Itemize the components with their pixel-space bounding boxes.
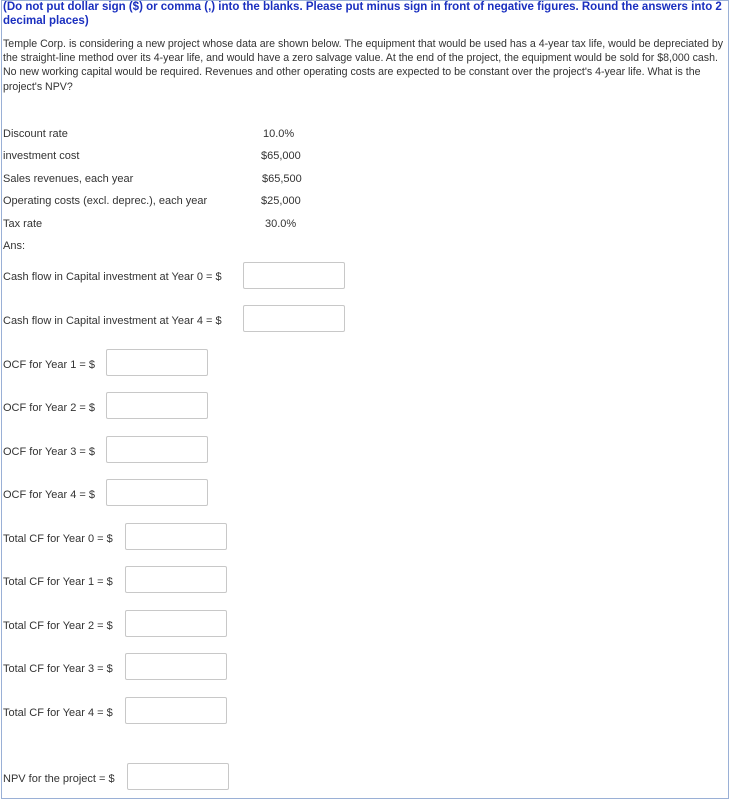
data-row-label: investment cost bbox=[3, 150, 80, 162]
total-cf-year-3-input[interactable] bbox=[125, 653, 227, 680]
data-row-label: Tax rate bbox=[3, 218, 43, 230]
field-label: Total CF for Year 4 = $ bbox=[3, 707, 113, 719]
capital-year-4-input[interactable] bbox=[243, 305, 345, 332]
field-label: Total CF for Year 2 = $ bbox=[3, 620, 113, 632]
field-label: Total CF for Year 3 = $ bbox=[3, 663, 113, 675]
capital-year-0-input[interactable] bbox=[243, 262, 345, 289]
field-label: OCF for Year 2 = $ bbox=[3, 402, 96, 414]
data-row-value: $65,000 bbox=[261, 150, 301, 162]
data-row-value: $25,000 bbox=[261, 195, 301, 207]
data-row-value: $65,500 bbox=[262, 173, 302, 185]
data-row-label: Discount rate bbox=[3, 128, 68, 140]
field-label: NPV for the project = $ bbox=[3, 773, 115, 785]
ocf-year-4-input[interactable] bbox=[106, 479, 208, 506]
field-label: Total CF for Year 1 = $ bbox=[3, 576, 113, 588]
total-cf-year-4-input[interactable] bbox=[125, 697, 227, 724]
total-cf-year-2-input[interactable] bbox=[125, 610, 227, 637]
field-label: Total CF for Year 0 = $ bbox=[3, 533, 113, 545]
ocf-year-2-input[interactable] bbox=[106, 392, 208, 419]
ocf-year-3-input[interactable] bbox=[106, 436, 208, 463]
field-label: Cash flow in Capital investment at Year 4 = $ bbox=[3, 315, 222, 327]
field-label: OCF for Year 4 = $ bbox=[3, 489, 96, 501]
field-label: OCF for Year 3 = $ bbox=[3, 446, 96, 458]
data-row-label: Sales revenues, each year bbox=[3, 173, 134, 185]
instructions-text: (Do not put dollar sign ($) or comma (,) into the blanks. Please put minus sign in front of negative figures. Round the answers into 2 decimal places) bbox=[3, 1, 722, 27]
field-label: Cash flow in Capital investment at Year 0 = $ bbox=[3, 271, 222, 283]
total-cf-year-0-input[interactable] bbox=[125, 523, 227, 550]
data-row-value: 10.0% bbox=[263, 128, 295, 140]
field-label: OCF for Year 1 = $ bbox=[3, 359, 96, 371]
question-text: Temple Corp. is considering a new project whose data are shown below. The equipment that would be used has a 4-year tax life, would be depreciated by the straight-line method over its 4-year life, and would have a zero salvage value. At the end of the project, the equipment would be sold for $8,000 cash. No new working capital would be required. Revenues and other operating costs are expected to be constant over the project's 4-year life. What is the project's NPV? bbox=[3, 38, 724, 93]
data-row-label: Operating costs (excl. deprec.), each year bbox=[3, 195, 208, 207]
total-cf-year-1-input[interactable] bbox=[125, 566, 227, 593]
ocf-year-1-input[interactable] bbox=[106, 349, 208, 376]
npv-input[interactable] bbox=[127, 763, 229, 790]
answer-label: Ans: bbox=[3, 240, 26, 252]
data-row-value: 30.0% bbox=[265, 218, 297, 230]
